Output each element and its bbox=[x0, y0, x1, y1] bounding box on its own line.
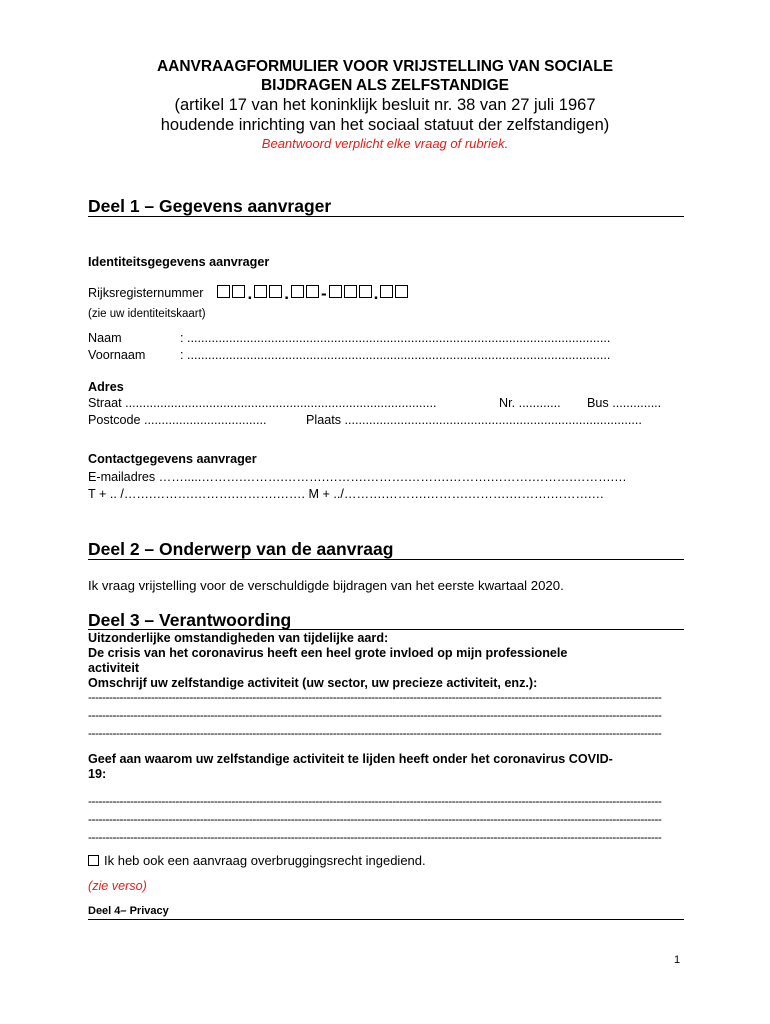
rrn-field[interactable] bbox=[216, 284, 409, 303]
adres-heading: Adres bbox=[88, 380, 124, 394]
rrn-separator: . bbox=[247, 284, 253, 303]
deel3-line2: De crisis van het coronavirus heeft een heel grote invloed op mijn professionele bbox=[88, 646, 568, 660]
covid-answer-line[interactable]: -------------------------------------------------------------------------------------------------------------------------------------------------------------------- bbox=[88, 794, 662, 808]
deel3-line1: Uitzonderlijke omstandigheden van tijdelijke aard: bbox=[88, 631, 389, 645]
rrn-digit-box[interactable] bbox=[217, 285, 230, 298]
covid-answer-line[interactable]: -------------------------------------------------------------------------------------------------------------------------------------------------------------------- bbox=[88, 812, 662, 826]
rrn-digit-box[interactable] bbox=[329, 285, 342, 298]
form-subtitle-line2: houdende inrichting van het sociaal statuut der zelfstandigen) bbox=[160, 116, 610, 134]
activity-answer-line[interactable]: -------------------------------------------------------------------------------------------------------------------------------------------------------------------- bbox=[88, 690, 662, 704]
phone-fields[interactable]: T + .. /…….……….……….……….……. M + ../……….……….……….……….……….……….… bbox=[88, 487, 605, 501]
deel3-heading: Deel 3 – Verantwoording bbox=[88, 610, 292, 630]
form-title-line2: BIJDRAGEN ALS ZELFSTANDIGE bbox=[260, 77, 509, 94]
straat-field[interactable]: Straat ......................................................................................... bbox=[88, 396, 437, 410]
deel2-heading: Deel 2 – Onderwerp van de aanvraag bbox=[88, 539, 394, 559]
activity-answer-line[interactable]: -------------------------------------------------------------------------------------------------------------------------------------------------------------------- bbox=[88, 708, 662, 722]
deel3-line4: Omschrijf uw zelfstandige activiteit (uw sector, uw precieze activiteit, enz.): bbox=[88, 676, 538, 690]
overbrugging-row[interactable] bbox=[88, 853, 426, 868]
rrn-digit-box[interactable] bbox=[232, 285, 245, 298]
instruction-text: Beantwoord verplicht elke vraag of rubriek. bbox=[261, 136, 509, 151]
deel1-heading: Deel 1 – Gegevens aanvrager bbox=[88, 196, 332, 216]
voornaam-label: Voornaam bbox=[88, 348, 146, 362]
verso-note: (zie verso) bbox=[88, 879, 147, 893]
question2-line1: Geef aan waarom uw zelfstandige activiteit te lijden heeft onder het coronavirus COVID- bbox=[88, 752, 613, 766]
rrn-digit-box[interactable] bbox=[359, 285, 372, 298]
contact-heading: Contactgegevens aanvrager bbox=[88, 452, 257, 466]
deel3-rule bbox=[88, 629, 684, 630]
overbrugging-label: Ik heb ook een aanvraag overbruggingsrecht ingediend. bbox=[104, 853, 426, 868]
rrn-separator: . bbox=[284, 284, 289, 303]
activity-answer-line[interactable]: -------------------------------------------------------------------------------------------------------------------------------------------------------------------- bbox=[88, 726, 662, 740]
rrn-note: (zie uw identiteitskaart) bbox=[88, 308, 206, 320]
form-subtitle-line1: (artikel 17 van het koninklijk besluit nr. 38 van 27 juli 1967 bbox=[174, 96, 596, 114]
rrn-separator: . bbox=[373, 284, 379, 303]
rrn-digit-box[interactable] bbox=[344, 285, 357, 298]
bus-field[interactable]: Bus .............. bbox=[587, 396, 662, 410]
deel1-rule bbox=[88, 216, 684, 217]
voornaam-field[interactable]: : ......................................................................................................................... bbox=[180, 348, 611, 362]
overbrugging-checkbox[interactable] bbox=[88, 855, 99, 866]
deel4-rule bbox=[88, 919, 684, 920]
covid-answer-line[interactable]: -------------------------------------------------------------------------------------------------------------------------------------------------------------------- bbox=[88, 830, 662, 844]
plaats-field[interactable]: Plaats ..................................................................................... bbox=[306, 413, 642, 427]
form-title-line1: AANVRAAGFORMULIER VOOR VRIJSTELLING VAN SOCIALE bbox=[156, 58, 614, 75]
deel4-heading: Deel 4– Privacy bbox=[88, 905, 169, 917]
deel2-rule bbox=[88, 559, 684, 560]
nr-field[interactable]: Nr. ............ bbox=[499, 396, 561, 410]
email-field[interactable]: E-mailadres …….....……….……….……….……….……….……….……….……….……….……….… bbox=[88, 470, 627, 484]
deel2-text: Ik vraag vrijstelling voor de verschuldigde bijdragen van het eerste kwartaal 2020. bbox=[88, 578, 564, 593]
deel3-line3: activiteit bbox=[88, 661, 140, 675]
rrn-digit-box[interactable] bbox=[306, 285, 319, 298]
rrn-digit-box[interactable] bbox=[269, 285, 282, 298]
naam-label: Naam bbox=[88, 331, 122, 345]
question2-line2: 19: bbox=[88, 767, 107, 781]
rrn-digit-box[interactable] bbox=[380, 285, 393, 298]
rrn-digit-box[interactable] bbox=[395, 285, 408, 298]
rrn-digit-box[interactable] bbox=[254, 285, 267, 298]
postcode-field[interactable]: Postcode ................................... bbox=[88, 413, 267, 427]
page-number: 1 bbox=[674, 954, 681, 966]
rrn-label: Rijksregisternummer bbox=[88, 286, 204, 300]
rrn-row bbox=[88, 284, 409, 304]
rrn-digit-box[interactable] bbox=[291, 285, 304, 298]
identity-heading: Identiteitsgegevens aanvrager bbox=[88, 255, 270, 269]
naam-field[interactable]: : ......................................................................................................................... bbox=[180, 331, 611, 345]
rrn-separator: - bbox=[320, 284, 327, 303]
